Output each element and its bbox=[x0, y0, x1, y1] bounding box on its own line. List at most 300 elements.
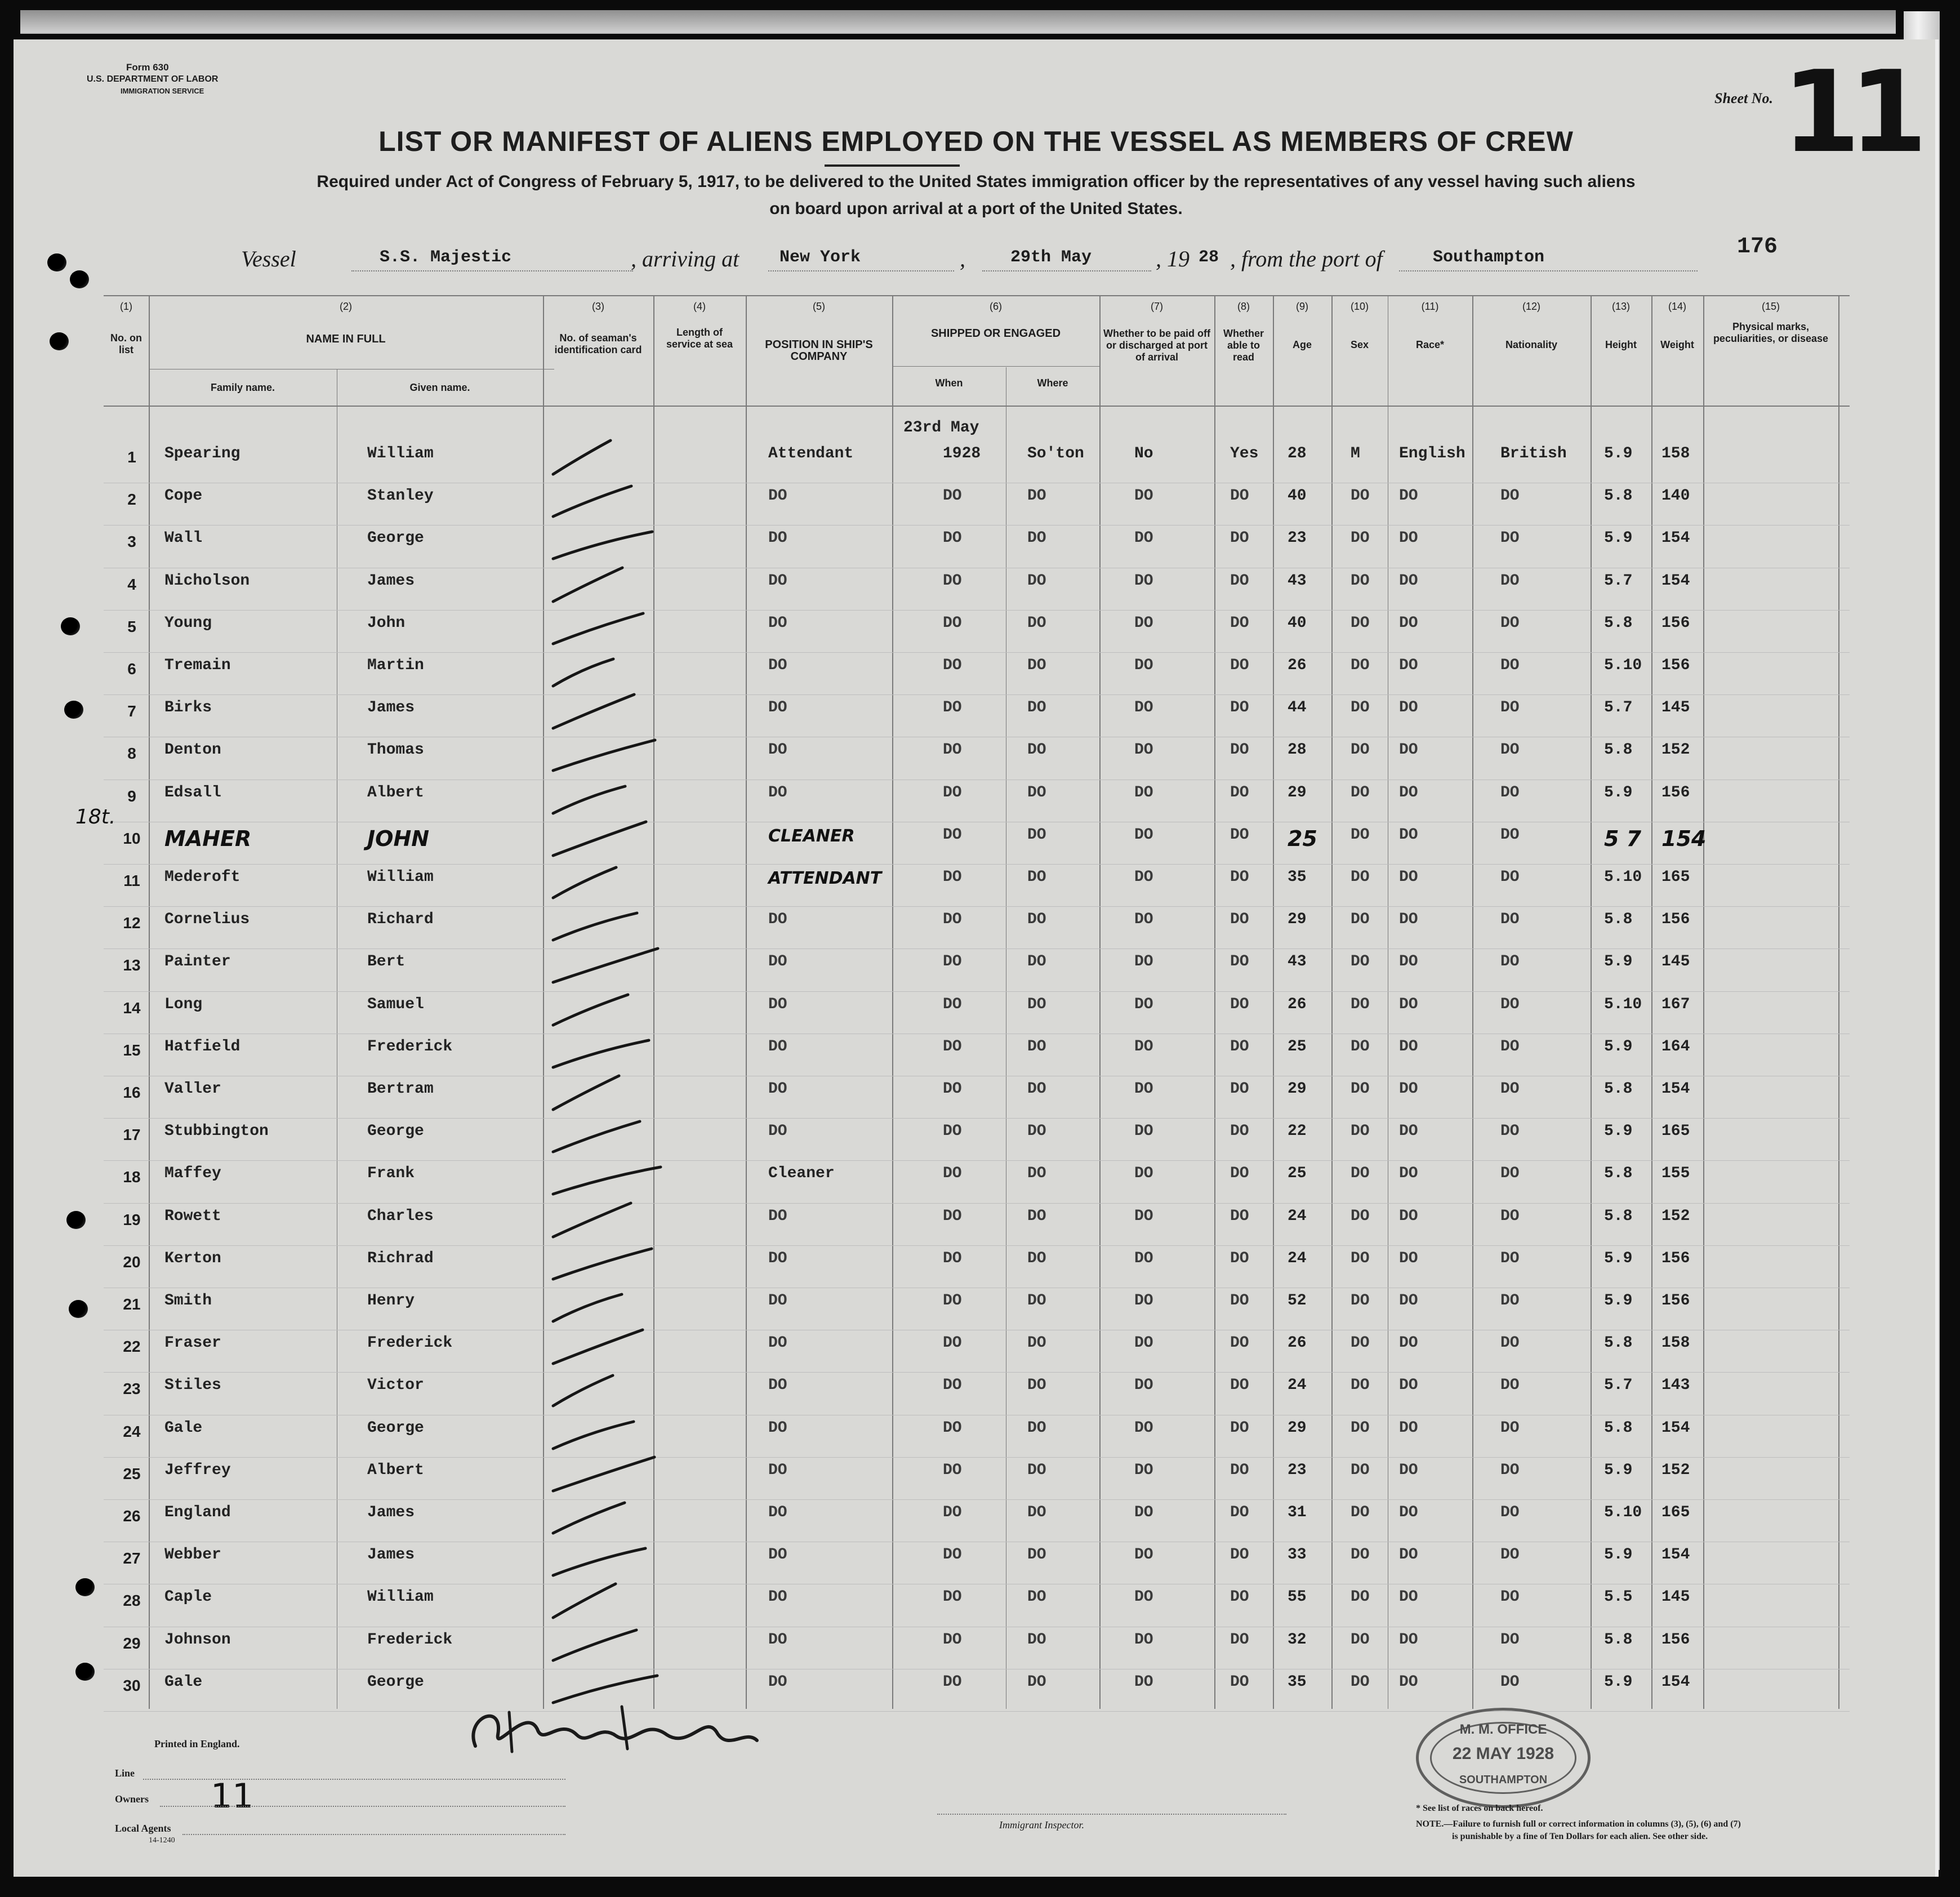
cell-row-number: 6 bbox=[127, 660, 136, 678]
cell-able-to-read: DO bbox=[1230, 869, 1249, 886]
cell-weight: 165 bbox=[1661, 1504, 1690, 1521]
cell-height: 5.10 bbox=[1604, 995, 1642, 1013]
id-card-check-mark bbox=[549, 986, 684, 1031]
col-divider bbox=[1214, 295, 1215, 1709]
cell-position: DO bbox=[768, 1673, 787, 1691]
cell-nationality: DO bbox=[1500, 911, 1520, 929]
cell-position: DO bbox=[768, 1631, 787, 1649]
cell-shipped-where: DO bbox=[1027, 869, 1046, 886]
cell-sex: DO bbox=[1351, 1461, 1370, 1479]
cell-paid-off: DO bbox=[1134, 1546, 1153, 1564]
cell-able-to-read: DO bbox=[1230, 1207, 1249, 1225]
cell-height: 5.7 bbox=[1604, 1377, 1633, 1395]
cell-given-name: Charles bbox=[367, 1207, 434, 1225]
cell-shipped-where: DO bbox=[1027, 1123, 1046, 1141]
col-num-1: (1) bbox=[120, 301, 132, 312]
cell-height: 5.9 bbox=[1604, 953, 1633, 971]
cell-height: 5.9 bbox=[1604, 1673, 1633, 1691]
cell-position: DO bbox=[768, 699, 787, 717]
cell-shipped-when: DO bbox=[943, 953, 962, 971]
cell-height: 5.8 bbox=[1604, 487, 1633, 505]
cell-age: 29 bbox=[1288, 1419, 1307, 1437]
id-card-check-mark bbox=[549, 1197, 684, 1243]
col-num-5: (5) bbox=[813, 301, 825, 312]
cell-shipped-when: DO bbox=[943, 1080, 962, 1098]
cell-paid-off: No bbox=[1134, 445, 1153, 462]
cell-shipped-where: DO bbox=[1027, 1673, 1046, 1691]
cell-nationality: DO bbox=[1500, 826, 1520, 844]
cell-able-to-read: DO bbox=[1230, 1037, 1249, 1056]
cell-sex: DO bbox=[1351, 529, 1370, 547]
binder-hole bbox=[75, 1663, 95, 1681]
cell-age: 28 bbox=[1288, 741, 1307, 759]
cell-age: 25 bbox=[1288, 1037, 1307, 1056]
cell-height: 5 7 bbox=[1604, 826, 1642, 851]
cell-family-name: Fraser bbox=[164, 1334, 221, 1352]
agents-dotline bbox=[182, 1834, 565, 1835]
owners-label: Owners bbox=[115, 1793, 149, 1805]
cell-nationality: DO bbox=[1500, 869, 1520, 886]
subtitle-line-1: Required under Act of Congress of February 5, 1917, to be delivered to the United States immigration officer by the representatives of any vessel having such aliens bbox=[317, 172, 1636, 191]
cell-age: 24 bbox=[1288, 1249, 1307, 1267]
cell-shipped-when: DO bbox=[943, 1334, 962, 1352]
cell-paid-off: DO bbox=[1134, 911, 1153, 929]
id-card-check-mark bbox=[549, 1028, 684, 1073]
cell-family-name: Jeffrey bbox=[164, 1461, 231, 1479]
cell-paid-off: DO bbox=[1134, 1334, 1153, 1352]
cell-sex: DO bbox=[1351, 1207, 1370, 1225]
id-card-check-mark bbox=[549, 1536, 684, 1581]
port-dotline bbox=[1399, 270, 1698, 271]
cell-shipped-where: DO bbox=[1027, 1165, 1046, 1183]
cell-weight: 164 bbox=[1661, 1037, 1690, 1056]
cell-weight: 140 bbox=[1661, 487, 1690, 505]
cell-given-name: James bbox=[367, 699, 415, 717]
vessel-dotline bbox=[351, 270, 633, 271]
cell-nationality: DO bbox=[1500, 953, 1520, 971]
cell-shipped-where: DO bbox=[1027, 783, 1046, 801]
cell-race: DO bbox=[1399, 1377, 1418, 1395]
cell-sex: M bbox=[1351, 445, 1360, 462]
cell-row-number: 17 bbox=[123, 1126, 141, 1144]
cell-given-name: James bbox=[367, 1504, 415, 1521]
col-divider bbox=[1703, 295, 1704, 1709]
cell-nationality: DO bbox=[1500, 614, 1520, 632]
cell-height: 5.8 bbox=[1604, 1207, 1633, 1225]
cell-shipped-when: DO bbox=[943, 1546, 962, 1564]
cell-position: CLEANER bbox=[768, 826, 855, 846]
stamp-office: M. M. OFFICE bbox=[1459, 1722, 1547, 1737]
id-card-check-mark bbox=[549, 1451, 684, 1497]
cell-nationality: DO bbox=[1500, 1419, 1520, 1437]
stamp-date: 22 MAY 1928 bbox=[1452, 1744, 1554, 1763]
cell-nationality: British bbox=[1500, 445, 1567, 462]
id-card-check-mark bbox=[549, 1324, 684, 1369]
cell-able-to-read: DO bbox=[1230, 1377, 1249, 1395]
cell-paid-off: DO bbox=[1134, 1292, 1153, 1310]
cell-age: 23 bbox=[1288, 1461, 1307, 1479]
header-length-service: Length of service at sea bbox=[666, 327, 733, 350]
stamp-city: SOUTHAMPTON bbox=[1459, 1774, 1548, 1786]
cell-race: DO bbox=[1399, 572, 1418, 590]
cell-given-name: George bbox=[367, 529, 424, 547]
cell-row-number: 19 bbox=[123, 1210, 141, 1228]
cell-position: Attendant bbox=[768, 445, 854, 462]
title-underline bbox=[825, 164, 960, 167]
cell-row-number: 18 bbox=[123, 1168, 141, 1186]
cell-family-name: Gale bbox=[164, 1673, 203, 1691]
printed-note: Printed in England. bbox=[154, 1738, 240, 1749]
cell-family-name: Stubbington bbox=[164, 1123, 269, 1141]
cell-sex: DO bbox=[1351, 1292, 1370, 1310]
cell-shipped-when: DO bbox=[943, 869, 962, 886]
cell-sex: DO bbox=[1351, 614, 1370, 632]
cell-race: DO bbox=[1399, 1165, 1418, 1183]
header-id-card: No. of seaman's identification card bbox=[554, 332, 642, 355]
cell-age: 26 bbox=[1288, 995, 1307, 1013]
cell-weight: 154 bbox=[1661, 1673, 1690, 1691]
list-number: 176 bbox=[1737, 234, 1778, 260]
binder-hole bbox=[66, 1211, 86, 1229]
cell-shipped-when: DO bbox=[943, 614, 962, 632]
cell-age: 25 bbox=[1288, 1165, 1307, 1183]
id-card-check-mark bbox=[549, 1409, 684, 1454]
header-nationality: Nationality bbox=[1505, 339, 1557, 350]
row-rule bbox=[104, 525, 1850, 526]
form-code: 14-1240 bbox=[149, 1836, 175, 1845]
row-rule bbox=[104, 1203, 1850, 1204]
cell-race: DO bbox=[1399, 1292, 1418, 1310]
agents-label: Local Agents bbox=[115, 1823, 171, 1834]
cell-weight: 156 bbox=[1661, 614, 1690, 632]
col-num-4: (4) bbox=[693, 301, 706, 312]
arrival-year: 28 bbox=[1199, 248, 1219, 267]
cell-nationality: DO bbox=[1500, 1037, 1520, 1056]
cell-height: 5.5 bbox=[1604, 1588, 1633, 1606]
cell-row-number: 7 bbox=[127, 702, 136, 720]
cell-paid-off: DO bbox=[1134, 1207, 1153, 1225]
cell-race: DO bbox=[1399, 1588, 1418, 1606]
cell-age: 40 bbox=[1288, 614, 1307, 632]
cell-paid-off: DO bbox=[1134, 1037, 1153, 1056]
margin-note: 18t. bbox=[75, 805, 116, 829]
cell-family-name: Mederoft bbox=[164, 869, 240, 886]
inspector-signature bbox=[453, 1695, 768, 1769]
cell-row-number: 30 bbox=[123, 1676, 141, 1694]
cell-row-number: 23 bbox=[123, 1380, 141, 1398]
cell-nationality: DO bbox=[1500, 1631, 1520, 1649]
cell-sex: DO bbox=[1351, 487, 1370, 505]
service-name: IMMIGRATION SERVICE bbox=[121, 87, 204, 95]
cell-row-number: 28 bbox=[123, 1592, 141, 1610]
cell-given-name: George bbox=[367, 1419, 424, 1437]
cell-height: 5.9 bbox=[1604, 1249, 1633, 1267]
cell-weight: 156 bbox=[1661, 1249, 1690, 1267]
cell-weight: 165 bbox=[1661, 1123, 1690, 1141]
cell-shipped-where: DO bbox=[1027, 487, 1046, 505]
cell-able-to-read: DO bbox=[1230, 1334, 1249, 1352]
cell-given-name: Martin bbox=[367, 657, 424, 674]
cell-able-to-read: DO bbox=[1230, 1249, 1249, 1267]
cell-position: DO bbox=[768, 1123, 787, 1141]
cell-row-number: 9 bbox=[127, 787, 136, 805]
cell-weight: 154 bbox=[1661, 1546, 1690, 1564]
cell-height: 5.9 bbox=[1604, 1037, 1633, 1056]
cell-race: DO bbox=[1399, 657, 1418, 674]
cell-race: DO bbox=[1399, 826, 1418, 844]
cell-weight: 156 bbox=[1661, 911, 1690, 929]
penalty-note-2: is punishable by a fine of Ten Dollars for each alien. See other side. bbox=[1452, 1832, 1708, 1841]
cell-family-name: Kerton bbox=[164, 1249, 221, 1267]
manifest-sheet bbox=[14, 39, 1939, 1877]
row-rule bbox=[104, 906, 1850, 907]
col-divider bbox=[543, 295, 544, 1709]
row-rule bbox=[104, 1372, 1850, 1373]
cell-sex: DO bbox=[1351, 699, 1370, 717]
id-card-check-mark bbox=[549, 435, 684, 480]
cell-shipped-where: DO bbox=[1027, 911, 1046, 929]
cell-family-name: England bbox=[164, 1504, 231, 1521]
cell-row-number: 3 bbox=[127, 533, 136, 551]
cell-given-name: Frank bbox=[367, 1165, 415, 1183]
binder-hole bbox=[61, 617, 80, 635]
cell-given-name: James bbox=[367, 572, 415, 590]
cell-able-to-read: DO bbox=[1230, 995, 1249, 1013]
race-note: * See list of races on back hereof. bbox=[1416, 1804, 1543, 1813]
cell-row-number: 22 bbox=[123, 1338, 141, 1356]
cell-position: ATTENDANT bbox=[768, 869, 882, 888]
cell-able-to-read: DO bbox=[1230, 487, 1249, 505]
id-card-check-mark bbox=[549, 774, 684, 819]
cell-race: DO bbox=[1399, 699, 1418, 717]
cell-race: DO bbox=[1399, 1123, 1418, 1141]
cell-shipped-when: DO bbox=[943, 1165, 962, 1183]
cell-shipped-when: 1928 bbox=[943, 445, 981, 462]
cell-race: DO bbox=[1399, 614, 1418, 632]
id-card-check-mark bbox=[549, 519, 684, 564]
cell-race: DO bbox=[1399, 1249, 1418, 1267]
from-port-label: , from the port of bbox=[1230, 246, 1383, 271]
cell-paid-off: DO bbox=[1134, 657, 1153, 674]
cell-nationality: DO bbox=[1500, 1249, 1520, 1267]
cell-shipped-where: DO bbox=[1027, 657, 1046, 674]
inspector-label: Immigrant Inspector. bbox=[999, 1819, 1084, 1831]
header-weight: Weight bbox=[1660, 339, 1694, 350]
cell-weight: 152 bbox=[1661, 741, 1690, 759]
row-rule bbox=[104, 864, 1850, 865]
table-top-rule bbox=[104, 295, 1850, 296]
cell-sex: DO bbox=[1351, 1377, 1370, 1395]
col-num-14: (14) bbox=[1668, 301, 1686, 312]
cell-shipped-where: DO bbox=[1027, 614, 1046, 632]
cell-sex: DO bbox=[1351, 953, 1370, 971]
date-dotline bbox=[982, 270, 1151, 271]
cell-weight: 145 bbox=[1661, 699, 1690, 717]
line-dotline bbox=[143, 1779, 565, 1780]
col-num-7: (7) bbox=[1151, 301, 1163, 312]
cell-nationality: DO bbox=[1500, 572, 1520, 590]
cell-position: DO bbox=[768, 1080, 787, 1098]
cell-age: 26 bbox=[1288, 657, 1307, 674]
cell-family-name: Wall bbox=[164, 529, 203, 547]
cell-age: 35 bbox=[1288, 1673, 1307, 1691]
id-card-check-mark bbox=[549, 816, 684, 861]
row-rule bbox=[104, 1711, 1850, 1712]
id-card-check-mark bbox=[549, 1155, 684, 1200]
cell-position: DO bbox=[768, 1461, 787, 1479]
shipped-sub-rule bbox=[892, 366, 1101, 367]
cell-age: 43 bbox=[1288, 572, 1307, 590]
cell-shipped-where: DO bbox=[1027, 1546, 1046, 1564]
cell-shipped-where: DO bbox=[1027, 1504, 1046, 1521]
cell-family-name: Painter bbox=[164, 953, 231, 971]
cell-able-to-read: DO bbox=[1230, 1504, 1249, 1521]
cell-sex: DO bbox=[1351, 741, 1370, 759]
cell-row-number: 5 bbox=[127, 617, 136, 635]
cell-row-number: 26 bbox=[123, 1507, 141, 1525]
cell-paid-off: DO bbox=[1134, 1377, 1153, 1395]
cell-paid-off: DO bbox=[1134, 783, 1153, 801]
cell-paid-off: DO bbox=[1134, 995, 1153, 1013]
cell-given-name: Frederick bbox=[367, 1631, 453, 1649]
cell-shipped-when: DO bbox=[943, 1123, 962, 1141]
cell-paid-off: DO bbox=[1134, 487, 1153, 505]
col-divider bbox=[1273, 295, 1274, 1709]
cell-given-name: Bert bbox=[367, 953, 406, 971]
binder-hole bbox=[70, 270, 89, 288]
cell-age: 23 bbox=[1288, 529, 1307, 547]
cell-family-name: Tremain bbox=[164, 657, 231, 674]
col-divider bbox=[892, 295, 893, 1709]
penalty-note-1: NOTE.—Failure to furnish full or correct information in columns (3), (5), (6) and (7) bbox=[1416, 1819, 1741, 1829]
cell-nationality: DO bbox=[1500, 1123, 1520, 1141]
cell-race: DO bbox=[1399, 911, 1418, 929]
cell-paid-off: DO bbox=[1134, 1461, 1153, 1479]
cell-shipped-when: DO bbox=[943, 1292, 962, 1310]
cell-shipped-where: DO bbox=[1027, 1461, 1046, 1479]
cell-paid-off: DO bbox=[1134, 741, 1153, 759]
cell-height: 5.8 bbox=[1604, 614, 1633, 632]
header-where: Where bbox=[1037, 377, 1068, 389]
cell-given-name: JOHN bbox=[367, 826, 430, 851]
cell-nationality: DO bbox=[1500, 1165, 1520, 1183]
cell-sex: DO bbox=[1351, 1080, 1370, 1098]
cell-sex: DO bbox=[1351, 1037, 1370, 1056]
col-divider bbox=[1591, 295, 1592, 1709]
cell-sex: DO bbox=[1351, 783, 1370, 801]
cell-family-name: Smith bbox=[164, 1292, 212, 1310]
row-rule bbox=[104, 1118, 1850, 1119]
cell-race: DO bbox=[1399, 1631, 1418, 1649]
col-num-12: (12) bbox=[1522, 301, 1540, 312]
cell-shipped-when: DO bbox=[943, 1037, 962, 1056]
cell-position: DO bbox=[768, 1249, 787, 1267]
col-divider bbox=[746, 295, 747, 1709]
cell-family-name: Stiles bbox=[164, 1377, 221, 1395]
cell-family-name: Gale bbox=[164, 1419, 203, 1437]
cell-age: 26 bbox=[1288, 1334, 1307, 1352]
cell-race: DO bbox=[1399, 995, 1418, 1013]
cell-age: 24 bbox=[1288, 1377, 1307, 1395]
id-card-check-mark bbox=[549, 1621, 684, 1666]
cell-nationality: DO bbox=[1500, 1588, 1520, 1606]
cell-sex: DO bbox=[1351, 869, 1370, 886]
cell-able-to-read: DO bbox=[1230, 529, 1249, 547]
cell-row-number: 10 bbox=[123, 829, 141, 847]
arriving-port: New York bbox=[779, 248, 861, 267]
cell-nationality: DO bbox=[1500, 529, 1520, 547]
cell-family-name: MAHER bbox=[164, 826, 252, 851]
cell-able-to-read: DO bbox=[1230, 1461, 1249, 1479]
cell-shipped-where: DO bbox=[1027, 953, 1046, 971]
row-rule bbox=[104, 610, 1850, 611]
id-card-check-mark bbox=[549, 604, 684, 649]
from-port: Southampton bbox=[1433, 248, 1545, 267]
cell-nationality: DO bbox=[1500, 1504, 1520, 1521]
id-card-check-mark bbox=[549, 647, 684, 692]
cell-sex: DO bbox=[1351, 572, 1370, 590]
id-card-check-mark bbox=[549, 858, 684, 903]
cell-shipped-where: DO bbox=[1027, 1292, 1046, 1310]
cell-row-number: 8 bbox=[127, 745, 136, 763]
cell-row-number: 20 bbox=[123, 1253, 141, 1271]
cell-able-to-read: Yes bbox=[1230, 445, 1259, 462]
cell-given-name: John bbox=[367, 614, 406, 632]
cell-shipped-when: DO bbox=[943, 657, 962, 674]
cell-shipped-where: DO bbox=[1027, 1080, 1046, 1098]
cell-able-to-read: DO bbox=[1230, 911, 1249, 929]
cell-height: 5.8 bbox=[1604, 1165, 1633, 1183]
col-num-2: (2) bbox=[340, 301, 352, 312]
cell-row-number: 2 bbox=[127, 491, 136, 509]
cell-weight: 154 bbox=[1661, 1419, 1690, 1437]
cell-given-name: Samuel bbox=[367, 995, 424, 1013]
cell-shipped-where: DO bbox=[1027, 1334, 1046, 1352]
col-num-11: (11) bbox=[1421, 301, 1439, 312]
cell-weight: 158 bbox=[1661, 445, 1690, 462]
cell-shipped-date: 23rd May bbox=[903, 419, 979, 437]
cell-position: DO bbox=[768, 572, 787, 590]
cell-given-name: William bbox=[367, 445, 434, 462]
cell-race: DO bbox=[1399, 953, 1418, 971]
arrival-date: 29th May bbox=[1010, 248, 1092, 267]
header-given-name: Given name. bbox=[409, 382, 470, 393]
row-rule bbox=[104, 1457, 1850, 1458]
id-card-check-mark bbox=[549, 1282, 684, 1327]
cell-height: 5.9 bbox=[1604, 783, 1633, 801]
cell-family-name: Johnson bbox=[164, 1631, 231, 1649]
cell-sex: DO bbox=[1351, 1165, 1370, 1183]
cell-position: DO bbox=[768, 911, 787, 929]
cell-shipped-where: DO bbox=[1027, 1588, 1046, 1606]
cell-family-name: Nicholson bbox=[164, 572, 250, 590]
cell-shipped-where: DO bbox=[1027, 741, 1046, 759]
vessel-name: S.S. Majestic bbox=[380, 248, 512, 267]
cell-shipped-where: DO bbox=[1027, 529, 1046, 547]
cell-position: DO bbox=[768, 1546, 787, 1564]
table-header-rule bbox=[104, 406, 1850, 407]
cell-shipped-when: DO bbox=[943, 572, 962, 590]
row-rule bbox=[104, 694, 1850, 695]
id-card-check-mark bbox=[549, 731, 684, 776]
cell-height: 5.8 bbox=[1604, 911, 1633, 929]
cell-weight: 154 bbox=[1661, 529, 1690, 547]
cell-shipped-where: DO bbox=[1027, 572, 1046, 590]
cell-given-name: Richard bbox=[367, 911, 434, 929]
sheet-number: 11 bbox=[1782, 47, 1917, 178]
cell-age: 28 bbox=[1288, 445, 1307, 462]
cell-paid-off: DO bbox=[1134, 1165, 1153, 1183]
